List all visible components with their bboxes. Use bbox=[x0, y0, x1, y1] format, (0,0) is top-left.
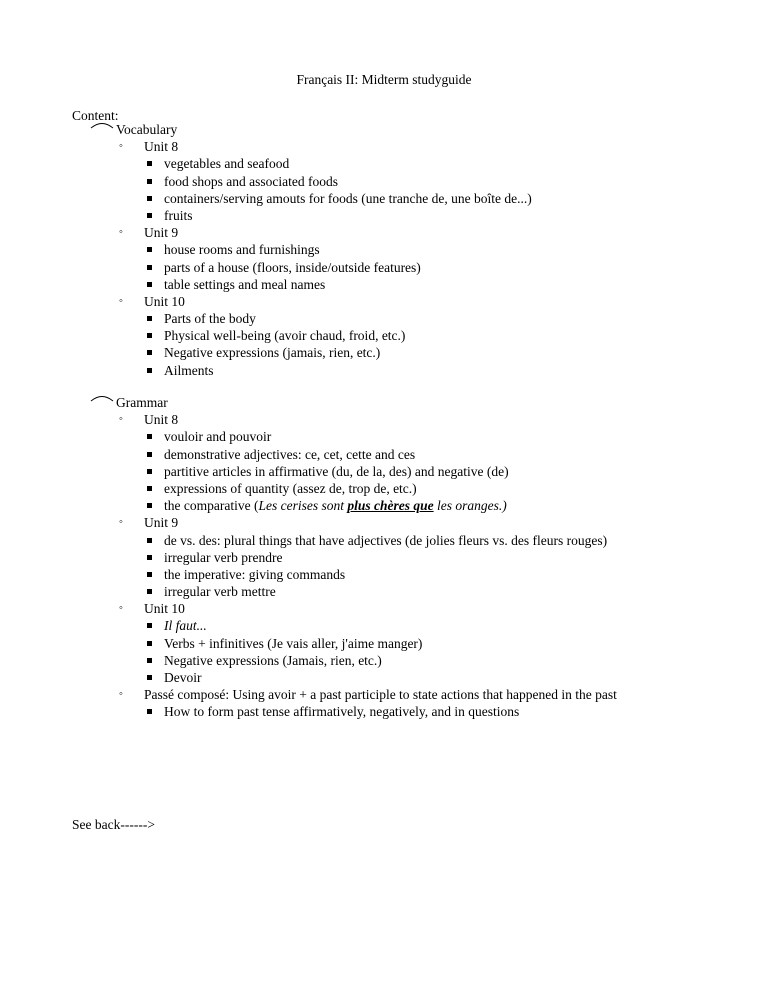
unit-label: ◦ Passé composé: Using avoir + a past participle to state actions that happened in the past bbox=[119, 687, 617, 703]
circle-bullet-icon: ◦ bbox=[119, 140, 123, 153]
square-bullet-icon bbox=[147, 213, 152, 218]
circle-bullet-icon: ◦ bbox=[119, 688, 123, 701]
list-item: expressions of quantity (assez de, trop de, etc.) bbox=[72, 480, 752, 497]
square-bullet-icon bbox=[147, 641, 152, 646]
list-item: How to form past tense affirmatively, negatively, and in questions bbox=[72, 703, 752, 720]
square-bullet-icon bbox=[147, 675, 152, 680]
square-bullet-icon bbox=[147, 503, 152, 508]
list-item: Negative expressions (Jamais, rien, etc.) bbox=[72, 652, 752, 669]
comparative-example-italic: Les cerises sont bbox=[258, 498, 348, 514]
square-bullet-icon bbox=[147, 265, 152, 270]
list-item: demonstrative adjectives: ce, cet, cette and ces bbox=[72, 446, 752, 463]
list-item: table settings and meal names bbox=[72, 276, 752, 293]
list-item: Physical well-being (avoir chaud, froid, etc.) bbox=[72, 327, 752, 344]
square-bullet-icon bbox=[147, 333, 152, 338]
list-item: vouloir and pouvoir bbox=[72, 428, 752, 445]
square-bullet-icon bbox=[147, 623, 152, 628]
square-bullet-icon bbox=[147, 350, 152, 355]
square-bullet-icon bbox=[147, 572, 152, 577]
unit-label: ◦ Unit 10 bbox=[119, 293, 185, 309]
square-bullet-icon bbox=[147, 469, 152, 474]
list-item: partitive articles in affirmative (du, de la, des) and negative (de) bbox=[72, 463, 752, 480]
list-item: food shops and associated foods bbox=[72, 173, 752, 190]
list-item: containers/serving amouts for foods (une tranche de, une boîte de...) bbox=[72, 190, 752, 207]
list-item: fruits bbox=[72, 207, 752, 224]
list-item: Ailments bbox=[72, 362, 752, 379]
square-bullet-icon bbox=[147, 316, 152, 321]
list-item: Devoir bbox=[72, 669, 752, 686]
list-item: Negative expressions (jamais, rien, etc.) bbox=[72, 344, 752, 361]
list-item: house rooms and furnishings bbox=[72, 241, 752, 258]
list-item: irregular verb prendre bbox=[72, 549, 752, 566]
see-back-note: See back------> bbox=[72, 817, 155, 832]
unit-label: ◦ Unit 8 bbox=[119, 412, 179, 428]
square-bullet-icon bbox=[147, 247, 152, 252]
list-item: de vs. des: plural things that have adjectives (de jolies fleurs vs. des fleurs rouges) bbox=[72, 532, 752, 549]
list-item: irregular verb mettre bbox=[72, 583, 752, 600]
content-label: Content: bbox=[72, 108, 119, 123]
unit-label: ◦ Unit 9 bbox=[119, 225, 179, 241]
circle-bullet-icon: ◦ bbox=[119, 413, 123, 426]
comparative-item: the comparative (Les cerises sont plus chères que les oranges.) bbox=[72, 497, 752, 514]
circle-bullet-icon: ◦ bbox=[119, 294, 123, 307]
vocabulary-section bbox=[72, 121, 752, 379]
square-bullet-icon bbox=[147, 368, 152, 373]
unit-label: ◦ Unit 9 bbox=[119, 515, 179, 531]
square-bullet-icon bbox=[147, 434, 152, 439]
list-item: Verbs + infinitives (Je vais aller, j'aime manger) bbox=[72, 635, 752, 652]
grammar-heading: Grammar bbox=[72, 394, 752, 411]
square-bullet-icon bbox=[147, 282, 152, 287]
square-bullet-icon bbox=[147, 196, 152, 201]
unit-label: ◦ Unit 8 bbox=[119, 139, 179, 155]
list-item: Parts of the body bbox=[72, 310, 752, 327]
square-bullet-icon bbox=[147, 179, 152, 184]
comparative-example-bold: plus chères que bbox=[347, 498, 434, 514]
arc-bullet-icon bbox=[90, 119, 114, 129]
square-bullet-icon bbox=[147, 658, 152, 663]
square-bullet-icon bbox=[147, 709, 152, 714]
square-bullet-icon bbox=[147, 538, 152, 543]
circle-bullet-icon: ◦ bbox=[119, 516, 123, 529]
vocabulary-heading: Vocabulary bbox=[72, 121, 752, 138]
circle-bullet-icon: ◦ bbox=[119, 602, 123, 615]
square-bullet-icon bbox=[147, 589, 152, 594]
page-title: Français II: Midterm studyguide bbox=[296, 72, 472, 87]
comparative-example-italic-end: les oranges.) bbox=[433, 498, 507, 514]
arc-bullet-icon bbox=[90, 392, 114, 402]
square-bullet-icon bbox=[147, 555, 152, 560]
square-bullet-icon bbox=[147, 452, 152, 457]
circle-bullet-icon: ◦ bbox=[119, 226, 123, 239]
grammar-section bbox=[72, 394, 752, 721]
unit-label: ◦ Unit 10 bbox=[119, 601, 185, 617]
square-bullet-icon bbox=[147, 161, 152, 166]
list-item: parts of a house (floors, inside/outside features) bbox=[72, 259, 752, 276]
list-item: Il faut... bbox=[72, 617, 752, 634]
list-item: vegetables and seafood bbox=[72, 155, 752, 172]
list-item: the imperative: giving commands bbox=[72, 566, 752, 583]
square-bullet-icon bbox=[147, 486, 152, 491]
